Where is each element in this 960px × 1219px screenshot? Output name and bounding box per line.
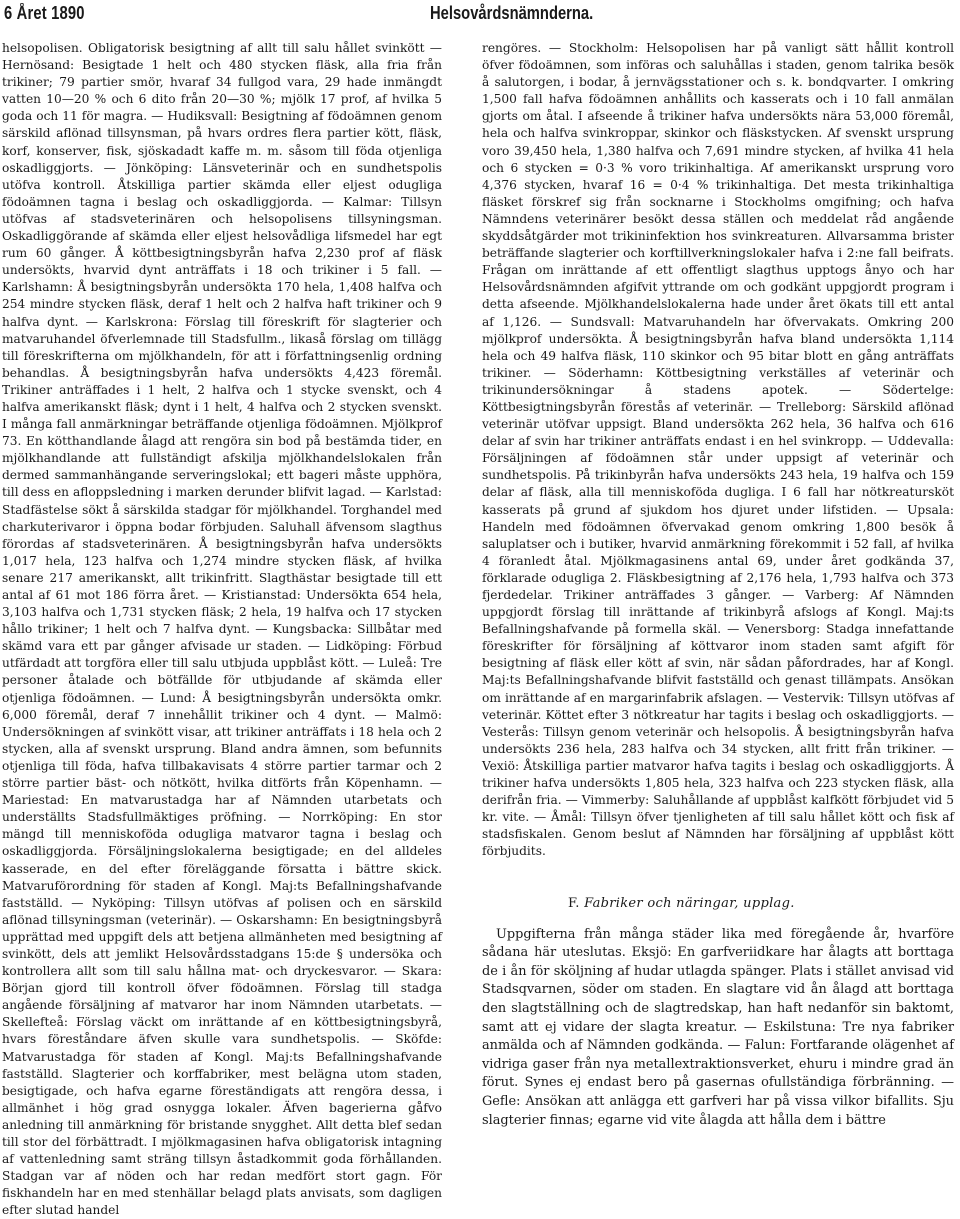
right-column — [482, 40, 954, 1130]
right-column-text: rengöres. — Stockholm: Helsopolisen har på vanligt sätt hållit kontroll öfver födoämnen, som införas och saluhållas i staden, genom talrika besök å salutorgen, i bodar, å jernvägsstationer och s. k. bondqvarter. I omkring 1,500 fall hafva födoämnen anhållits och kasserats och i 10 fall anmälan gjorts om åtal. I afseende å trikiner hafva undersökts nära 53,000 föremål, hela och halfva svinkroppar, skinkor och fläskstycken. Af svenskt ursprung voro 39,450 hela, 1,380 halfva och 7,691 mindre stycken, af hvilka 41 hela och 6 stycken = 0·3 % voro trikinhaltiga. Af amerikanskt ursprung voro 4,376 stycken, hvaraf 16 = 0·4 % trikinhaltiga. Det mesta trikinhaltiga fläsket förskref sig från socknarne i Stockholms omgifning; och hafva Nämndens veterinärer besökt dessa ställen och meddelat råd angående skyddsåtgärder mot trikininfektion hos svinkreaturen. Allvarsamma brister beträffande slagterier och korftillverkningslokaler hafva i 2:ne fall beifrats. Frågan om inrättande af ett offentligt slagthus upptogs ånyo och har Helsovårdsnämnden afgifvit yttrande om och godkänt uppgjordt program i detta afseende. Mjölkhandelslokalerna hade under året ökats till ett antal af 1,126. — Sundsvall: Matvaruhandeln har öfvervakats. Omkring 200 mjölkprof undersökta. Å besigtningsbyrån hafva bland undersökta 1,114 hela och 49 halfva fläsk, 110 skinkor och 95 bitar blott en gång anträffats trikiner. — Söderhamn: Köttbesigtning verkställes af veterinär och trikinundersökningar å stadens apotek. — Södertelge: Köttbesigtningsbyrån förestås af veterinär. — Trelleborg: Särskild aflönad veterinär utöfvar uppsigt. Bland undersökta 262 hela, 36 halfva och 616 delar af svin har trikiner anträffats endast i en hel svinkropp. — Uddevalla: Försäljningen af födoämnen står under uppsigt af veterinär och sundhetspolis. På trikinbyrån hafva undersökts 243 hela, 19 halfva och 159 delar af fläsk, alla till menniskoföda dugliga. I 6 fall har nötkreatursköt kasserats på grund af sjukdom hos djuret under lifstiden. — Upsala: Handeln med födoämnen öfvervakad genom omkring 1,800 besök å saluplatser och i butiker, hvarvid anmärkning förekommit i 52 fall, af hvilka 4 föranledt åtal. Mjölkmagasinens antal 69, under året godkända 37, förklarade odugliga 2. Fläskbesigtning af 2,176 hela, 1,793 halfva och 373 fjerdedelar. Trikiner anträffades 3 gånger. — Varberg: Af Nämnden uppgjordt förslag till inrättande af trikinbyrå afslogs af Kongl. Maj:ts Befallningshafvande på formella skäl. — Venersborg: Stadga innefattande föreskrifter för försäljning af köttvaror inom staden samt afgift för besigtning af fläsk eller kött af svin, när sådan påfordrades, har af Kongl. Maj:ts Befallningshafvande blifvit fastställd och genast tillämpats. Ansökan om inrättande af en margarinfabrik afslagen. — Vestervik: Tillsyn utöfvas af veterinär. Köttet efter 3 nötkreatur har tagits i beslag och oskadliggjorts. — Vesterås: Tillsyn genom veterinär och helsopolis. Å besigtningsbyrån hafva undersökts 236 hela, 283 halfva och 34 stycken, allt fritt från trikiner. — Vexiö: Åtskilliga partier matvaror hafva tagits i beslag och oskadliggjorts. Å trikiner hafva undersökts 1,805 hela, 323 halfva och 223 stycken fläsk, alla derifrån fria. — Vimmerby: Saluhållande af uppblåst kalfkött förbjudet vid 5 kr. vite. — Åmål: Tillsyn öfver tjenligheten af till salu hållet kött och fisk af stadsfiskalen. Genom beslut af Nämnden har försäljning af uppblåst kött förbjudits. — [482, 41, 954, 859]
page-header — [0, 0, 960, 30]
section-body: Uppgifterna från många städer lika med föregående år, hvarföre sådana här uteslutas. Eksjö: En garfveriidkare har ålagts att borttaga de i ån för sköljning af hudar utlagda spänger. Plats i stället anvisad vid Stadsqvarnen, söder om staden. En slagtare vid ån ålagd att borttaga den slagtställning och de slagtredskap, han haft nedanför sin baktomt, samt att ej vidare der slagta kreatur. — Eskilstuna: Tre nya fabriker anmälda och af Nämnden godkända. — Falun: Fortfarande olägenhet af vidriga gaser från nya metallextraktionsverket, ehuru i mindre grad än förut. Synes ej endast bero på gasernas ofullständiga förbränning. — Gefle: Ansökan att anlägga ett garfveri har på vissa vilkor bifallits. Sju slagterier finnas; egarne vid vite ålagda att hålla dem i bättre — [482, 926, 954, 1128]
page-label: 6 Året 1890 — [4, 3, 85, 23]
left-column-text: helsopolisen. Obligatorisk besigtning af allt till salu hållet svinkött — Hernösand: Besigtade 1 helt och 480 stycken fläsk, alla fria från trikiner; 79 partier smör, hvaraf 34 fullgod vara, 29 hade inmängdt vatten 10—20 % och 6 dito från 20—30 %; mjölk 17 prof, af hvilka 5 goda och 11 för magra. — Hudiksvall: Besigtning af födoämnen genom särskild aflönad tillsynsman, på hvars ordres flera partier kött, fläsk, korf, konserver, fisk, sjöskadadt kaffe m. m. såsom till föda otjenliga oskadliggjorts. — Jönköping: Länsveterinär och en sundhetspolis utöfva kontroll. Åtskilliga partier skämda eller eljest odugliga födoämnen tagna i beslag och oskadliggjorda. — Kalmar: Tillsyn utöfvas af stadsveterinären och helsopolisens tillsyningsman. Oskadliggörande af skämda eller eljest helsovådliga lifsmedel har egt rum 60 gånger. Å köttbesigtningsbyrån hafva 2,230 prof af fläsk undersökts, hvarvid dynt anträffats i 18 och trikiner i 5 fall. — Karlshamn: Å besigtningsbyrån undersökta 170 hela, 1,408 halfva och 254 mindre stycken fläsk, deraf 1 helt och 2 halfva haft trikiner och 9 halfva dynt. — Karlskrona: Förslag till föreskrift för slagterier och matvaruhandel öfverlemnade till Stadsfullm., likaså förslag om tillägg till föreskrifterna om mjölkhandeln, för att i författningsenlig ordning behandlas. Å besigtningsbyrån hafva undersökts 4,423 föremål. Trikiner anträffades i 1 helt, 2 halfva och 1 stycke svenskt, och 4 halfva amerikanskt fläsk; dynt i 1 helt, 4 halfva och 2 stycken svenskt. I många fall anmärkningar beträffande otjenliga födoämnen. Mjölkprof 73. En kötthandlande ålagd att rengöra sin bod på bestämda tider, en mjölkhandlande att fullständigt afskilja mjölkhandelslokalen från dermed sammanhängande serveringslokal; ett bageri måste upphöra, till dess en afloppsledning i marken derunder blifvit lagad. — Karlstad: Stadfästelse sökt å särskilda stadgar för mjölkhandel. Torghandel med charkuterivaror i öppna bodar förbjuden. Saluhall äfvensom slagthus förordas af stadsveterinären. Å besigtningsbyrån hafva undersökts 1,017 hela, 123 halfva och 1,274 mindre stycken fläsk, af hvilka senare 217 amerikanskt, allt trikinfritt. Slagthästar besigtade till ett antal af 61 mot 186 förra året. — Kristianstad: Undersökta 654 hela, 3,103 halfva och 1,731 stycken fläsk; 2 hela, 19 halfva och 17 stycken hållo trikiner; 1 helt och 7 halfva dynt. — Kungsbacka: Sillbåtar med skämd vara ett par gånger afvisade ur staden. — Lidköping: Förbud utfärdadt att torgföra eller till salu utbjuda uppblåst kött. — Luleå: Tre personer åtalade och bötfällde för utbjudande af skämda eller otjenliga födoämnen. — Lund: Å besigtningsbyrån undersökta omkr. 6,000 föremål, deraf 7 innehållit trikiner och 4 dynt. — Malmö: Undersökningen af svinkött visar, att trikiner anträffats i 18 hela och 2 stycken, alla af svenskt ursprung. Bland andra ämnen, som befunnits otjenliga till föda, hafva tillbakavisats 4 större partier tarmar och 2 större partier bäst- och nötkött, hvilka ditförts från Köpenhamn. — Mariestad: En matvarustadga har af Nämnden utarbetats och underställts Stadsfullmäktiges pröfning. — Norrköping: En stor mängd till menniskoföda odugliga matvaror tagna i beslag och oskadliggjorda. Försäljningslokalerna besigtigade; en del alldeles kasserade, en del efter föreläggande försatta i bättre skick. Matvaruförordning för staden af Kongl. Maj:ts Befallningshafvande fastställd. — Nyköping: Tillsyn utöfvas af polisen och en särskild aflönad tillsyningsman (veterinär). — Oskarshamn: En besigtningsbyrå upprättad med uppgift dels att betjena allmänheten med besigtning af svinkött, dels att jemlikt Helsovårdsstadgans 15:de § undersöka och kontrollera allt som till salu hållna mat- och dryckesvaror. — Skara: Början gjord till kontroll öfver födoämnen. Förslag till stadga angående försäljning af matvaror har inom Nämnden utarbetats. — Skellefteå: Förslag väckt om inrättande af en köttbesigtningsbyrå, hvars föreståndare äfven skulle vara sundhetspolis. — Sköfde: Matvarustadga för staden af Kongl. Maj:ts Befallningshafvande fastställd. Slagterier och korffabriker, mest belägna utom staden, besigtigade, och hafva egarne föreständigats att rengöra dessa, i allmänhet i hög grad osnygga lokaler. Äfven bagerierna gåfvo anledning till anmärkning för bristande snygghet. Allt detta blef sedan till stor del förbättradt. I mjölkmagasinen hafva obligatorisk intagning af vattenledning samt sträng tillsyn åstadkommit goda förhållanden. Stadgan var af nöden och har redan medfört stort gagn. För fiskhandeln har en med stenhällar belagd plats anvisats, som dagligen efter slutad handel — [2, 41, 442, 1218]
section-letter: F. — [568, 895, 580, 911]
running-title: Helsovårdsnämnderna. — [430, 3, 594, 23]
section-heading — [482, 895, 954, 912]
left-column — [2, 40, 442, 1219]
section-title: Fabriker och näringar, upplag. — [584, 895, 795, 911]
